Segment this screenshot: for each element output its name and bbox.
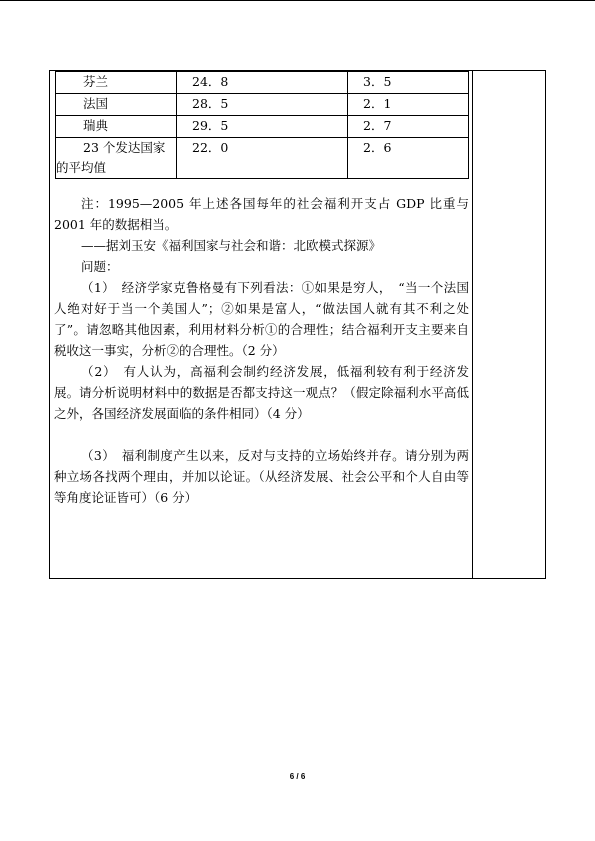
- table-row: [56, 94, 469, 116]
- question-3: （3） 福利制度产生以来，反对与支持的立场始终并存。请分别为两种立场各找两个理由，并加以论证。（从经济发展、社会公平和个人自由等等角度论证皆可）（6 分）: [54, 448, 469, 505]
- country-cell: 法国: [56, 94, 177, 116]
- table-row: [56, 138, 469, 179]
- header-rule: [0, 0, 595, 1]
- page-number: 6 / 6: [289, 772, 306, 781]
- question-1: （1） 经济学家克鲁格曼有下列看法：①如果是穷人， “当一个法国人绝对好于当一个美国人”；②如果是富人，“做法国人就有其不利之处了”。请忽略其他因素，利用材料分析①的合理性；结合福利开支主要来自税收这一事实，分析②的合理性。（2 分）: [54, 280, 469, 358]
- country-cell: 芬兰: [56, 72, 177, 94]
- welfare-share-cell: 24．8: [177, 72, 348, 94]
- data-table: [55, 71, 469, 179]
- source-citation: ——据刘玉安《福利国家与社会和谐：北欧模式探源》: [81, 238, 382, 253]
- country-cell: 瑞典: [56, 116, 177, 138]
- growth-cell: 2．6: [348, 138, 469, 179]
- welfare-share-cell: 28．5: [177, 94, 348, 116]
- growth-cell: 2．1: [348, 94, 469, 116]
- growth-cell: 2．7: [348, 116, 469, 138]
- growth-cell: 3．5: [348, 72, 469, 94]
- table-row: [56, 116, 469, 138]
- question-content: [54, 193, 469, 508]
- table-note: 注：1995—2005 年上述各国每年的社会福利开支占 GDP 比重与 2001 年的数据相当。: [54, 196, 469, 232]
- questions-label: 问题：: [81, 259, 119, 274]
- question-frame: [49, 70, 546, 579]
- table-row: [56, 72, 469, 94]
- welfare-share-cell: 22．0: [177, 138, 348, 179]
- question-2: （2） 有人认为，高福利会制约经济发展，低福利较有利于经济发展。请分析说明材料中的数据是否都支持这一观点？（假定除福利水平高低之外，各国经济发展面临的条件相同）（4 分）: [54, 364, 469, 421]
- score-column-divider: [472, 71, 473, 578]
- welfare-share-cell: 29．5: [177, 116, 348, 138]
- country-cell: 23 个发达国家的平均值: [56, 138, 177, 179]
